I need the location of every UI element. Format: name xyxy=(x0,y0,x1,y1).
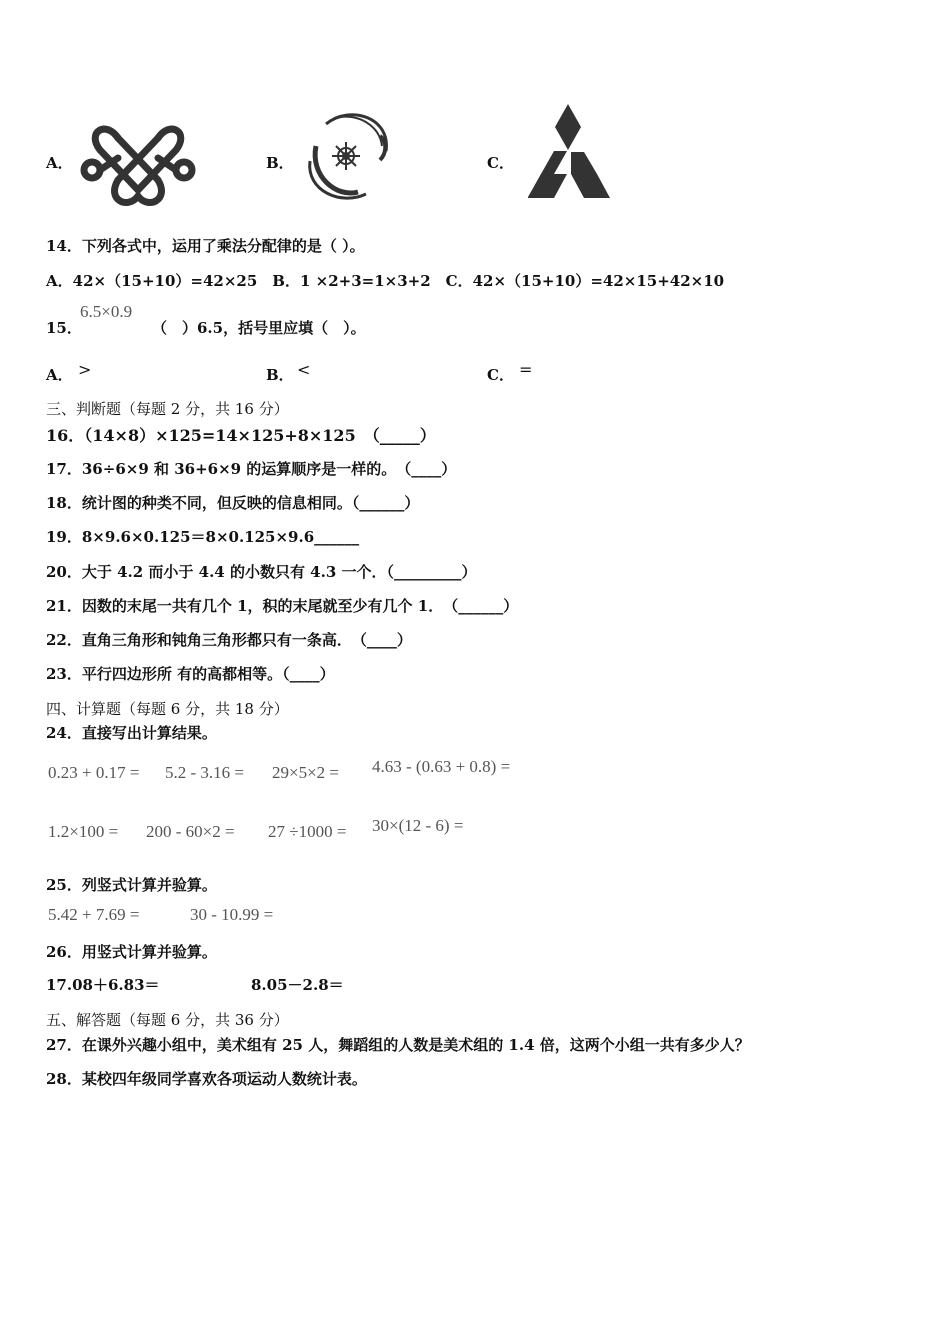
q27-text: 27．在课外兴趣小组中，美术组有 25 人，舞蹈组的人数是美术组的 1.4 倍，这两个小组一共有多少人？ xyxy=(46,1036,750,1054)
option-b-label: B． xyxy=(266,154,294,172)
q25-stem: 25．列竖式计算并验算。 xyxy=(46,876,217,894)
q24-row1-item3: 29×5×2 = xyxy=(272,763,340,782)
section-3-heading: 三、判断题（每题 2 分，共 16 分） xyxy=(46,400,289,418)
option-a-label: A． xyxy=(46,154,73,172)
q14-options: A．42×（15+10）=42×25 B．1 ×2+3=1×3+2 C．42×（15+10）=42×15+42×10 xyxy=(46,272,725,290)
q24-row2-item2: 200 - 60×2 = xyxy=(146,822,235,841)
q26-stem: 26．用竖式计算并验算。 xyxy=(46,943,217,961)
judge-item-20: 20．大于 4.2 而小于 4.4 的小数只有 4.3 一个．（_________） xyxy=(46,563,477,581)
q14-stem: 14．下列各式中，运用了乘法分配律的是（ ）。 xyxy=(46,237,365,255)
judge-item-21: 21．因数的末尾一共有几个 1，积的末尾就至少有几个 1． （______） xyxy=(46,597,519,615)
swirl-sun-icon xyxy=(296,106,396,206)
judge-item-22: 22．直角三角形和钝角三角形都只有一条高． （____） xyxy=(46,631,412,649)
q15-option-c-label: C． xyxy=(487,366,514,384)
q24-row1-item4: 4.63 - (0.63 + 0.8) = xyxy=(372,757,511,776)
three-diamonds-logo xyxy=(524,102,616,200)
judge-item-18: 18．统计图的种类不同，但反映的信息相同。（______） xyxy=(46,494,420,512)
q24-row1-item1: 0.23 + 0.17 = xyxy=(48,763,140,782)
q24-stem: 24．直接写出计算结果。 xyxy=(46,724,217,742)
judge-item-23: 23．平行四边形所 有的高都相等。（____） xyxy=(46,665,335,683)
q15-option-a-label: A． xyxy=(46,366,73,384)
q15-option-c-value: = xyxy=(519,360,533,379)
q24-row1-item2: 5.2 - 3.16 = xyxy=(165,763,244,782)
q15-option-b-label: B． xyxy=(266,366,294,384)
section-4-heading: 四、计算题（每题 6 分，共 18 分） xyxy=(46,700,289,718)
judge-item-17: 17．36÷6×9 和 36+6×9 的运算顺序是一样的。 （____） xyxy=(46,460,457,478)
q26-item1: 17.08＋6.83＝ xyxy=(46,976,160,994)
q25-item2: 30 - 10.99 = xyxy=(190,905,274,924)
q26-item2: 8.05－2.8＝ xyxy=(251,976,344,994)
q15-option-b-value: < xyxy=(297,360,311,379)
chinese-knot-icon xyxy=(78,118,198,210)
q15-number: 15． xyxy=(46,319,82,337)
q15-option-a-value: > xyxy=(78,360,92,379)
q28-text: 28．某校四年级同学喜欢各项运动人数统计表。 xyxy=(46,1070,367,1088)
option-c-label: C． xyxy=(487,154,514,172)
judge-item-16: 16．（14×8）×125=14×125+8×125 （_____） xyxy=(46,426,436,445)
q24-row2-item3: 27 ÷1000 = xyxy=(268,822,347,841)
q15-expression: 6.5×0.9 xyxy=(80,302,133,321)
q15-rest: （ ）6.5，括号里应填（ ）。 xyxy=(152,319,366,337)
q24-row2-item4: 30×(12 - 6) = xyxy=(372,816,464,835)
section-5-heading: 五、解答题（每题 6 分，共 36 分） xyxy=(46,1011,289,1029)
q25-item1: 5.42 + 7.69 = xyxy=(48,905,140,924)
q24-row2-item1: 1.2×100 = xyxy=(48,822,119,841)
judge-item-19: 19．8×9.6×0.125＝8×0.125×9.6______ xyxy=(46,528,360,546)
